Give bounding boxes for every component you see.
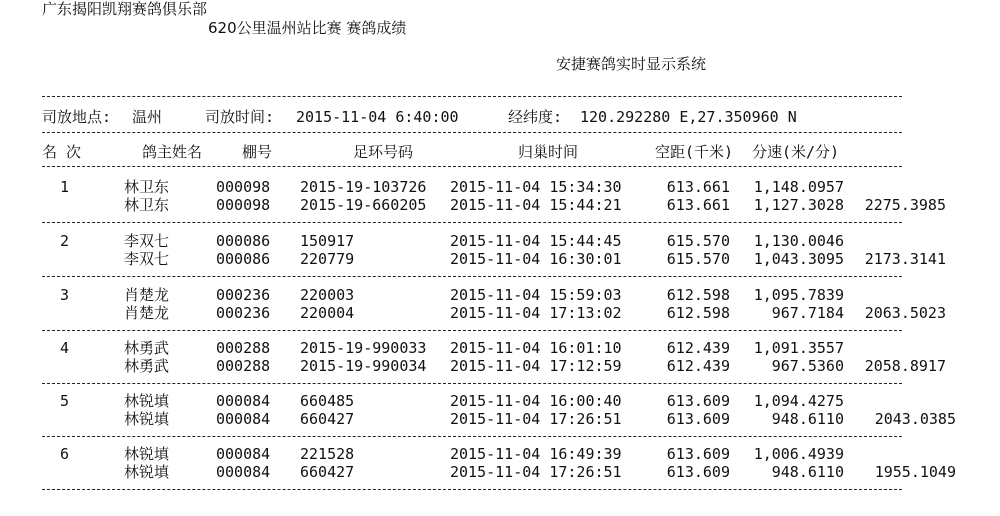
loft-number: 000084 xyxy=(216,392,271,410)
col-owner: 鸽主姓名 xyxy=(142,143,203,161)
loft-number: 000236 xyxy=(216,286,271,304)
total-speed: 2275.3985 xyxy=(864,196,946,214)
total-speed: 2063.5023 xyxy=(864,304,946,322)
ring-number: 660427 xyxy=(300,410,355,428)
distance: 612.439 xyxy=(666,357,730,375)
release-place-label: 司放地点: xyxy=(42,108,112,126)
coord-label: 经纬度: xyxy=(508,108,563,126)
ring-number: 2015-19-990033 xyxy=(300,339,427,357)
arrival-time: 2015-11-04 16:01:10 xyxy=(450,339,622,357)
arrival-time: 2015-11-04 17:13:02 xyxy=(450,304,622,322)
speed: 1,091.3557 xyxy=(753,339,844,357)
release-time: 2015-11-04 6:40:00 xyxy=(296,108,459,126)
ring-number: 660427 xyxy=(300,463,355,481)
speed: 967.5360 xyxy=(771,357,844,375)
divider xyxy=(42,166,902,167)
col-rank: 名 次 xyxy=(42,143,82,161)
distance: 615.570 xyxy=(666,250,730,268)
owner-name: 林锐填 xyxy=(124,410,170,428)
rank: 1 xyxy=(60,178,70,196)
total-speed: 2173.3141 xyxy=(864,250,946,268)
ring-number: 2015-19-103726 xyxy=(300,178,427,196)
owner-name: 肖楚龙 xyxy=(124,286,170,304)
divider xyxy=(42,436,902,437)
speed: 1,148.0957 xyxy=(753,178,844,196)
distance: 612.598 xyxy=(666,286,730,304)
speed: 1,095.7839 xyxy=(753,286,844,304)
distance: 613.609 xyxy=(666,410,730,428)
owner-name: 李双七 xyxy=(124,232,170,250)
owner-name: 李双七 xyxy=(124,250,170,268)
divider xyxy=(42,330,902,331)
arrival-time: 2015-11-04 17:12:59 xyxy=(450,357,622,375)
arrival-time: 2015-11-04 15:44:45 xyxy=(450,232,622,250)
ring-number: 2015-19-990034 xyxy=(300,357,427,375)
owner-name: 林卫东 xyxy=(124,178,170,196)
coordinates: 120.292280 E,27.350960 N xyxy=(580,108,797,126)
col-speed: 分速(米/分) xyxy=(752,143,840,161)
distance: 612.598 xyxy=(666,304,730,322)
owner-name: 林锐填 xyxy=(124,392,170,410)
divider xyxy=(42,383,902,384)
divider xyxy=(42,222,902,223)
ring-number: 220779 xyxy=(300,250,355,268)
ring-number: 150917 xyxy=(300,232,355,250)
ring-number: 660485 xyxy=(300,392,355,410)
speed: 967.7184 xyxy=(771,304,844,322)
divider xyxy=(42,276,902,277)
total-speed: 1955.1049 xyxy=(874,463,956,481)
distance: 613.609 xyxy=(666,463,730,481)
speed: 1,006.4939 xyxy=(753,445,844,463)
rank: 6 xyxy=(60,445,70,463)
loft-number: 000084 xyxy=(216,463,271,481)
loft-number: 000086 xyxy=(216,250,271,268)
distance: 612.439 xyxy=(666,339,730,357)
divider xyxy=(42,489,902,490)
speed: 1,043.3095 xyxy=(753,250,844,268)
club-name: 广东揭阳凯翔赛鸽俱乐部 xyxy=(42,0,208,18)
loft-number: 000236 xyxy=(216,304,271,322)
rank: 2 xyxy=(60,232,70,250)
arrival-time: 2015-11-04 15:34:30 xyxy=(450,178,622,196)
owner-name: 林勇武 xyxy=(124,357,170,375)
speed: 1,130.0046 xyxy=(753,232,844,250)
owner-name: 林勇武 xyxy=(124,339,170,357)
system-name: 安捷赛鸽实时显示系统 xyxy=(556,55,707,73)
arrival-time: 2015-11-04 17:26:51 xyxy=(450,410,622,428)
col-arrival: 归巢时间 xyxy=(518,143,579,161)
race-title: 620公里温州站比赛 赛鸽成绩 xyxy=(208,19,407,37)
total-speed: 2043.0385 xyxy=(874,410,956,428)
rank: 5 xyxy=(60,392,70,410)
distance: 613.609 xyxy=(666,392,730,410)
release-time-label: 司放时间: xyxy=(205,108,275,126)
col-distance: 空距(千米) xyxy=(655,143,734,161)
speed: 1,127.3028 xyxy=(753,196,844,214)
arrival-time: 2015-11-04 15:59:03 xyxy=(450,286,622,304)
owner-name: 林锐填 xyxy=(124,463,170,481)
loft-number: 000086 xyxy=(216,232,271,250)
speed: 948.6110 xyxy=(771,463,844,481)
arrival-time: 2015-11-04 16:49:39 xyxy=(450,445,622,463)
loft-number: 000098 xyxy=(216,178,271,196)
ring-number: 2015-19-660205 xyxy=(300,196,427,214)
arrival-time: 2015-11-04 16:00:40 xyxy=(450,392,622,410)
divider xyxy=(42,96,902,97)
col-loft: 棚号 xyxy=(242,143,273,161)
total-speed: 2058.8917 xyxy=(864,357,946,375)
col-ring: 足环号码 xyxy=(353,143,414,161)
distance: 613.609 xyxy=(666,445,730,463)
ring-number: 220003 xyxy=(300,286,355,304)
owner-name: 林锐填 xyxy=(124,445,170,463)
loft-number: 000084 xyxy=(216,445,271,463)
rank: 3 xyxy=(60,286,70,304)
rank: 4 xyxy=(60,339,70,357)
owner-name: 肖楚龙 xyxy=(124,304,170,322)
distance: 615.570 xyxy=(666,232,730,250)
release-place: 温州 xyxy=(132,108,163,126)
arrival-time: 2015-11-04 15:44:21 xyxy=(450,196,622,214)
speed: 948.6110 xyxy=(771,410,844,428)
speed: 1,094.4275 xyxy=(753,392,844,410)
distance: 613.661 xyxy=(666,196,730,214)
arrival-time: 2015-11-04 16:30:01 xyxy=(450,250,622,268)
owner-name: 林卫东 xyxy=(124,196,170,214)
ring-number: 221528 xyxy=(300,445,355,463)
loft-number: 000288 xyxy=(216,357,271,375)
loft-number: 000098 xyxy=(216,196,271,214)
loft-number: 000288 xyxy=(216,339,271,357)
arrival-time: 2015-11-04 17:26:51 xyxy=(450,463,622,481)
divider xyxy=(42,132,902,133)
loft-number: 000084 xyxy=(216,410,271,428)
ring-number: 220004 xyxy=(300,304,355,322)
distance: 613.661 xyxy=(666,178,730,196)
